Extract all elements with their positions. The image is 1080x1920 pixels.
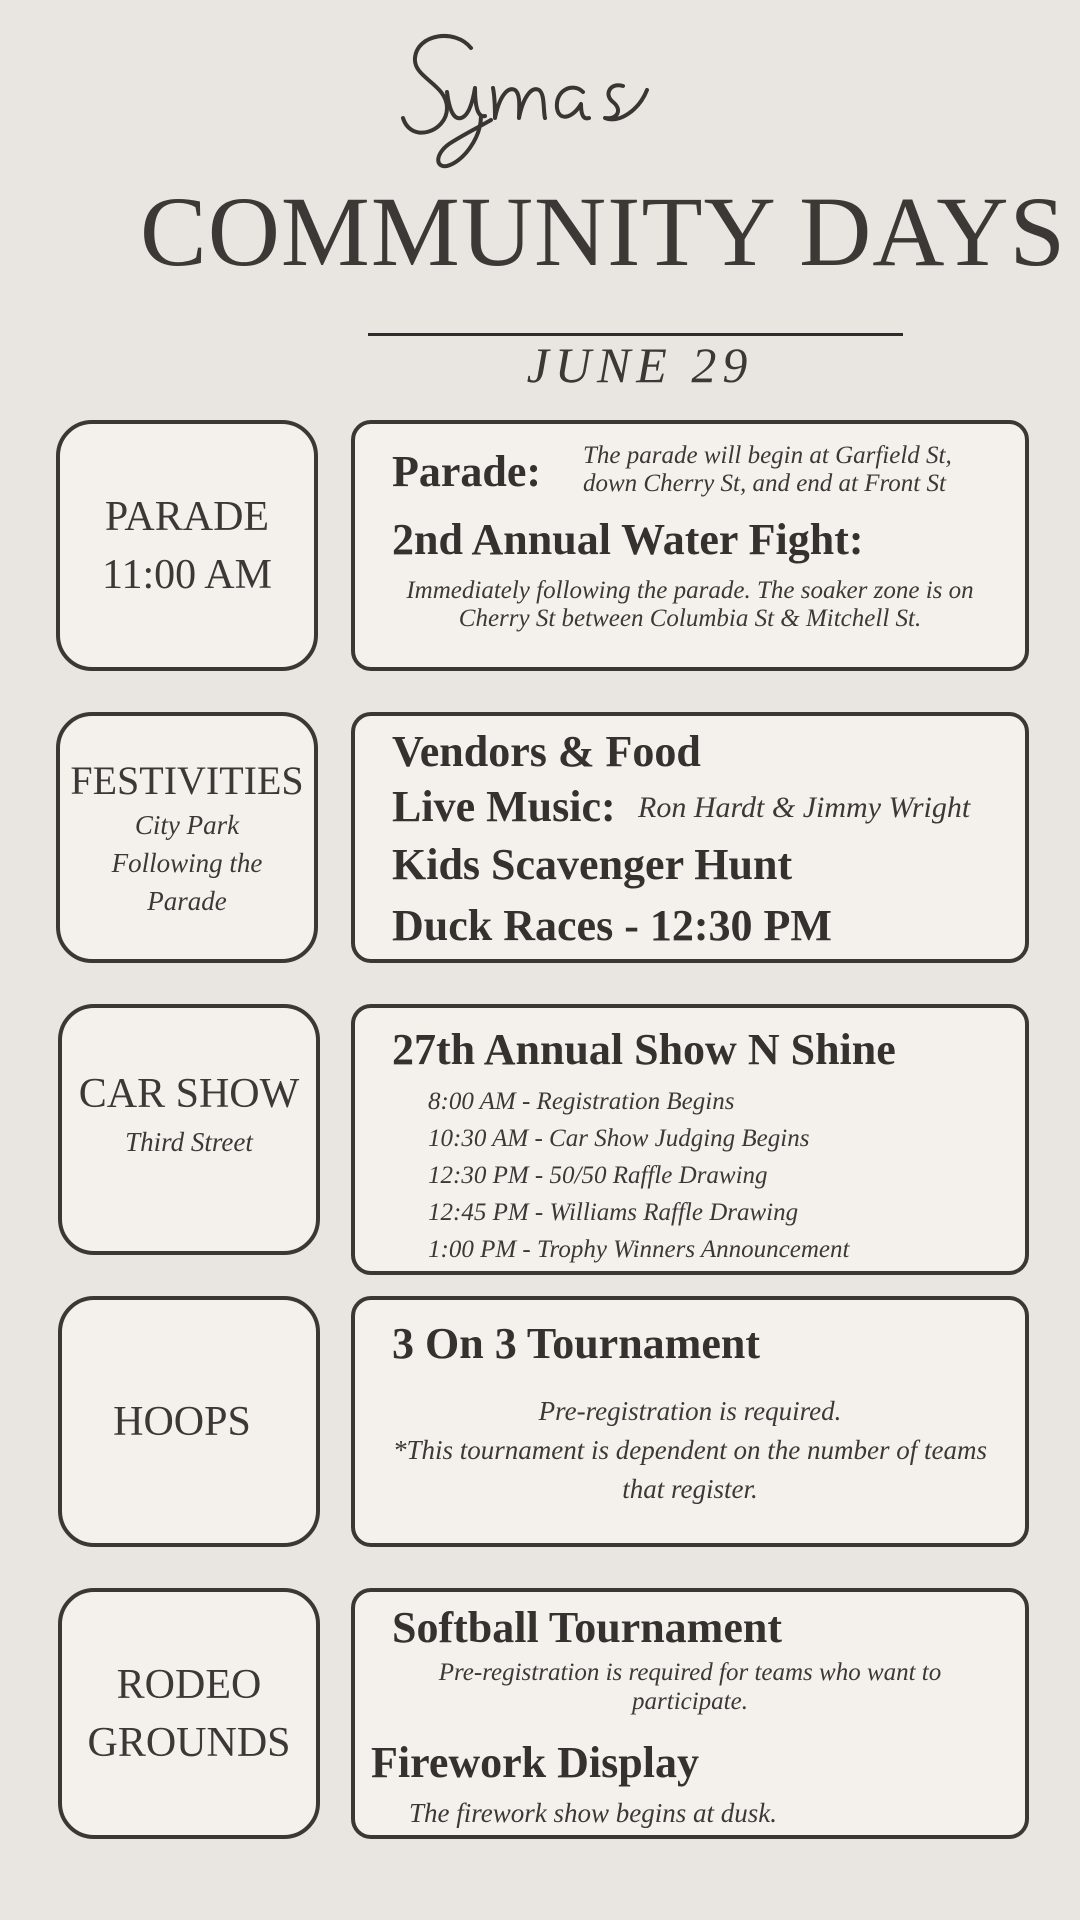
rodeo-label-line-1: RODEO — [116, 1661, 262, 1708]
hoops-label: HOOPS — [113, 1398, 251, 1445]
page-title: COMMUNITY DAYS — [140, 176, 1067, 287]
hoops-heading: 3 On 3 Tournament — [392, 1319, 760, 1368]
schedule-item: 10:30 AM - Car Show Judging Begins — [428, 1125, 810, 1152]
music-performers: Ron Hardt & Jimmy Wright — [638, 791, 971, 824]
schedule-item: 12:45 PM - Williams Raffle Drawing — [428, 1199, 799, 1226]
softball-note-line-1: Pre-registration is required for teams who want to — [438, 1659, 942, 1686]
fireworks-note: The firework show begins at dusk. — [409, 1798, 777, 1828]
hoops-label-card — [58, 1296, 320, 1547]
parade-route-line-2: down Cherry St, and end at Front St — [583, 470, 946, 497]
schedule-item: 8:00 AM - Registration Begins — [428, 1088, 735, 1115]
car-show-location: Third Street — [125, 1126, 253, 1157]
parade-route-line-1: The parade will begin at Garfield St, — [583, 442, 952, 469]
hoops-note-line-3: that register. — [622, 1474, 758, 1504]
water-fight-desc-line-2: Cherry St between Columbia St & Mitchell St. — [458, 605, 922, 632]
car-show-heading: 27th Annual Show N Shine — [392, 1025, 896, 1074]
parade-heading: Parade: — [392, 447, 542, 496]
car-show-label: CAR SHOW — [78, 1070, 300, 1117]
schedule-item: 12:30 PM - 50/50 Raffle Drawing — [428, 1162, 768, 1189]
schedule-item: 1:00 PM - Trophy Winners Announcement — [428, 1236, 850, 1263]
event-date: JUNE 29 — [526, 337, 754, 393]
car-show-label-card — [58, 1004, 320, 1255]
festivities-details-card — [351, 712, 1029, 963]
water-fight-desc-line-1: Immediately following the parade. The soaker zone is on — [406, 577, 974, 604]
hoops-note-line-2: *This tournament is dependent on the number of teams — [393, 1435, 987, 1465]
water-fight-heading: 2nd Annual Water Fight: — [392, 515, 864, 564]
live-music-item: Live Music: — [392, 782, 616, 831]
script-logo — [395, 20, 715, 180]
festivities-location: City Park — [134, 809, 240, 840]
softball-note-line-2: participate. — [632, 1688, 748, 1715]
rodeo-label-line-2: GROUNDS — [87, 1719, 291, 1766]
softball-heading: Softball Tournament — [392, 1603, 782, 1652]
vendors-food-item: Vendors & Food — [392, 727, 701, 776]
hoops-details-card — [351, 1296, 1029, 1547]
parade-label: PARADE — [104, 493, 270, 540]
fireworks-heading: Firework Display — [371, 1738, 699, 1787]
scavenger-hunt-item: Kids Scavenger Hunt — [392, 840, 793, 889]
rodeo-details-card — [351, 1588, 1029, 1839]
rodeo-label-card — [58, 1588, 320, 1839]
festivities-label: FESTIVITIES — [70, 757, 304, 803]
festivities-when-line-2: Parade — [147, 885, 227, 916]
car-show-details-card — [351, 1004, 1029, 1275]
parade-details-card — [351, 420, 1029, 671]
festivities-label-card — [56, 712, 318, 963]
parade-label-card — [56, 420, 318, 671]
duck-races-item: Duck Races - 12:30 PM — [392, 901, 832, 950]
festivities-when-line-1: Following the — [111, 847, 263, 878]
hoops-note-line-1: Pre-registration is required. — [538, 1396, 842, 1426]
parade-time: 11:00 AM — [102, 551, 272, 598]
